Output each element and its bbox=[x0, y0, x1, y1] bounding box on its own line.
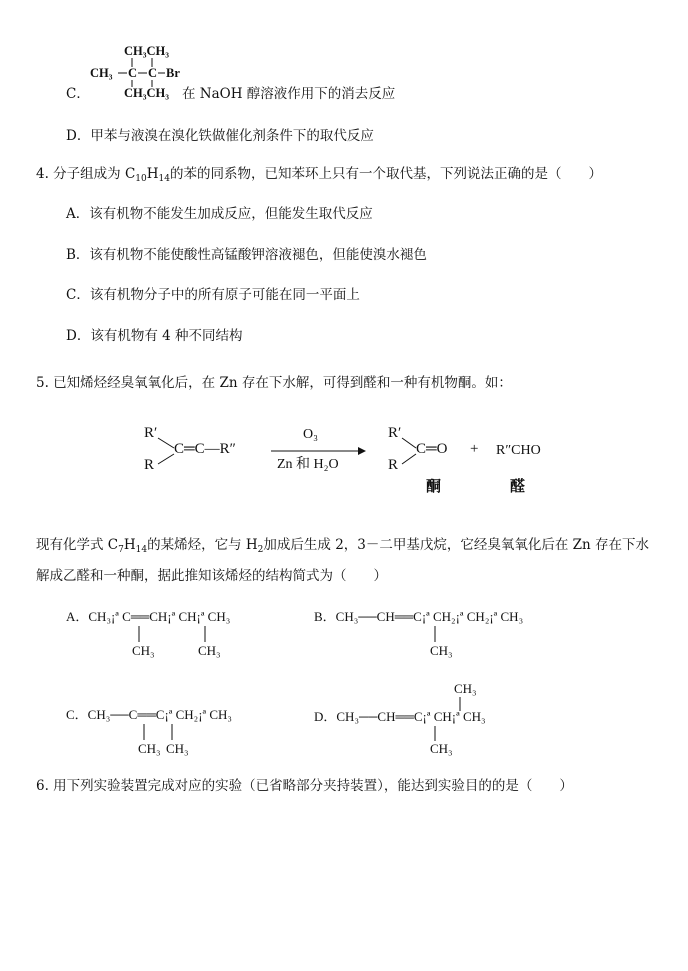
q5-b-bonds bbox=[314, 608, 584, 658]
scheme-r1: R′ bbox=[144, 425, 158, 441]
scheme-bonds-arrow bbox=[140, 420, 560, 510]
scheme-r2: R bbox=[144, 457, 155, 473]
q3-option-d: D．甲苯与液溴在溴化铁做催化剂条件下的取代反应 bbox=[66, 128, 374, 144]
struct-bottom: CH₃CH₃ bbox=[124, 86, 169, 100]
q5-option-a bbox=[66, 608, 306, 658]
q4-option-d: D．该有机物有 4 种不同结构 bbox=[66, 328, 243, 344]
q5-body-line2: 解成乙醛和一种酮，据此推知该烯烃的结构简式为（ ） bbox=[36, 568, 387, 584]
q5-body-line1 bbox=[36, 536, 649, 559]
scheme-ketone: C═O bbox=[416, 441, 448, 457]
q3-option-c-label: C． bbox=[66, 86, 90, 102]
struct-bonds bbox=[90, 40, 190, 100]
q5-option-c bbox=[66, 706, 306, 756]
scheme-plus: + bbox=[470, 441, 479, 457]
q4-stem-pre: 4. 分子组成为 C bbox=[36, 166, 136, 182]
q5-body-mid: 的某烯烃，它与 H bbox=[147, 537, 258, 553]
q5-c-main: C．CH₃──C══C¡ª CH₂¡ª CH₃ bbox=[66, 707, 232, 722]
q5-d-bonds bbox=[314, 680, 574, 760]
scheme-reagent-bottom: Zn 和 H₂O bbox=[277, 457, 339, 472]
q5-h: H bbox=[123, 537, 136, 553]
q4-mid: H bbox=[146, 166, 159, 182]
struct-c1: C bbox=[128, 66, 138, 80]
q5-a-main: A．CH₃¡ª C══CH¡ª CH¡ª CH₃ bbox=[66, 609, 231, 624]
scheme-prod-r1: R′ bbox=[388, 425, 402, 441]
q5-d-top: CH₃ bbox=[454, 681, 477, 696]
q5-c-sub1: CH₃ bbox=[138, 741, 161, 756]
q5-stem: 5. 已知烯烃经臭氧氧化后，在 Zn 存在下水解，可得到醛和一种有机物酮。如： bbox=[36, 375, 512, 391]
struct-top: CH₃CH₃ bbox=[124, 44, 169, 58]
q5-body-pre: 现有化学式 C bbox=[36, 537, 119, 553]
q5-option-b bbox=[314, 608, 584, 658]
q4-sub1: 10 bbox=[135, 174, 147, 184]
q5-option-d bbox=[314, 680, 574, 760]
q5-sub-h2: 2 bbox=[257, 545, 264, 555]
q5-a-sub2: CH₃ bbox=[198, 643, 221, 658]
scheme-label-ketone: 酮 bbox=[426, 479, 442, 495]
struct-c2: C bbox=[148, 66, 158, 80]
scheme-alkene: C═C—R″ bbox=[174, 441, 236, 457]
q5-a-bonds bbox=[66, 608, 306, 658]
q6-stem: 6. 用下列实验装置完成对应的实验（已省略部分夹持装置），能达到实验目的的是（ ） bbox=[36, 778, 573, 794]
q5-a-sub1: CH₃ bbox=[132, 643, 155, 658]
q4-option-a: A．该有机物不能发生加成反应，但能发生取代反应 bbox=[66, 206, 373, 222]
q3-option-c-text: 在 NaOH 醇溶液作用下的消去反应 bbox=[182, 86, 396, 102]
scheme-label-aldehyde: 醛 bbox=[510, 479, 526, 495]
q5-c-bonds bbox=[66, 706, 306, 756]
scheme-reagent-top: O₃ bbox=[303, 427, 318, 442]
struct-br: Br bbox=[166, 66, 180, 80]
q5-d-main: D．CH₃──CH══C¡ª CH¡ª CH₃ bbox=[314, 709, 486, 724]
scheme-prod-r2: R bbox=[388, 457, 399, 473]
q4-stem-post: 的苯的同系物，已知苯环上只有一个取代基，下列说法正确的是（ ） bbox=[169, 166, 602, 182]
struct-left: CH₃ bbox=[90, 66, 113, 80]
q4-sub2: 14 bbox=[158, 174, 170, 184]
q5-b-main: B．CH₃──CH══C¡ª CH₂¡ª CH₂¡ª CH₃ bbox=[314, 609, 524, 624]
q4-option-c: C．该有机物分子中的所有原子可能在同一平面上 bbox=[66, 287, 360, 303]
q4-stem bbox=[36, 165, 602, 188]
scheme-aldehyde: R″CHO bbox=[496, 443, 541, 458]
q5-body-post: 加成后生成 2，3－二甲基戊烷，它经臭氧氧化后在 Zn 存在下水 bbox=[263, 537, 650, 553]
q5-c-sub2: CH₃ bbox=[166, 741, 189, 756]
q5-reaction-scheme bbox=[140, 420, 560, 510]
q5-d-sub1: CH₃ bbox=[430, 741, 453, 756]
q3-option-c-structure bbox=[90, 40, 190, 100]
q5-b-sub1: CH₃ bbox=[430, 643, 453, 658]
q4-option-b: B．该有机物不能使酸性高锰酸钾溶液褪色，但能使溴水褪色 bbox=[66, 247, 427, 263]
q5-sub-h: 14 bbox=[135, 545, 148, 555]
q5-sub-c: 7 bbox=[118, 545, 124, 555]
